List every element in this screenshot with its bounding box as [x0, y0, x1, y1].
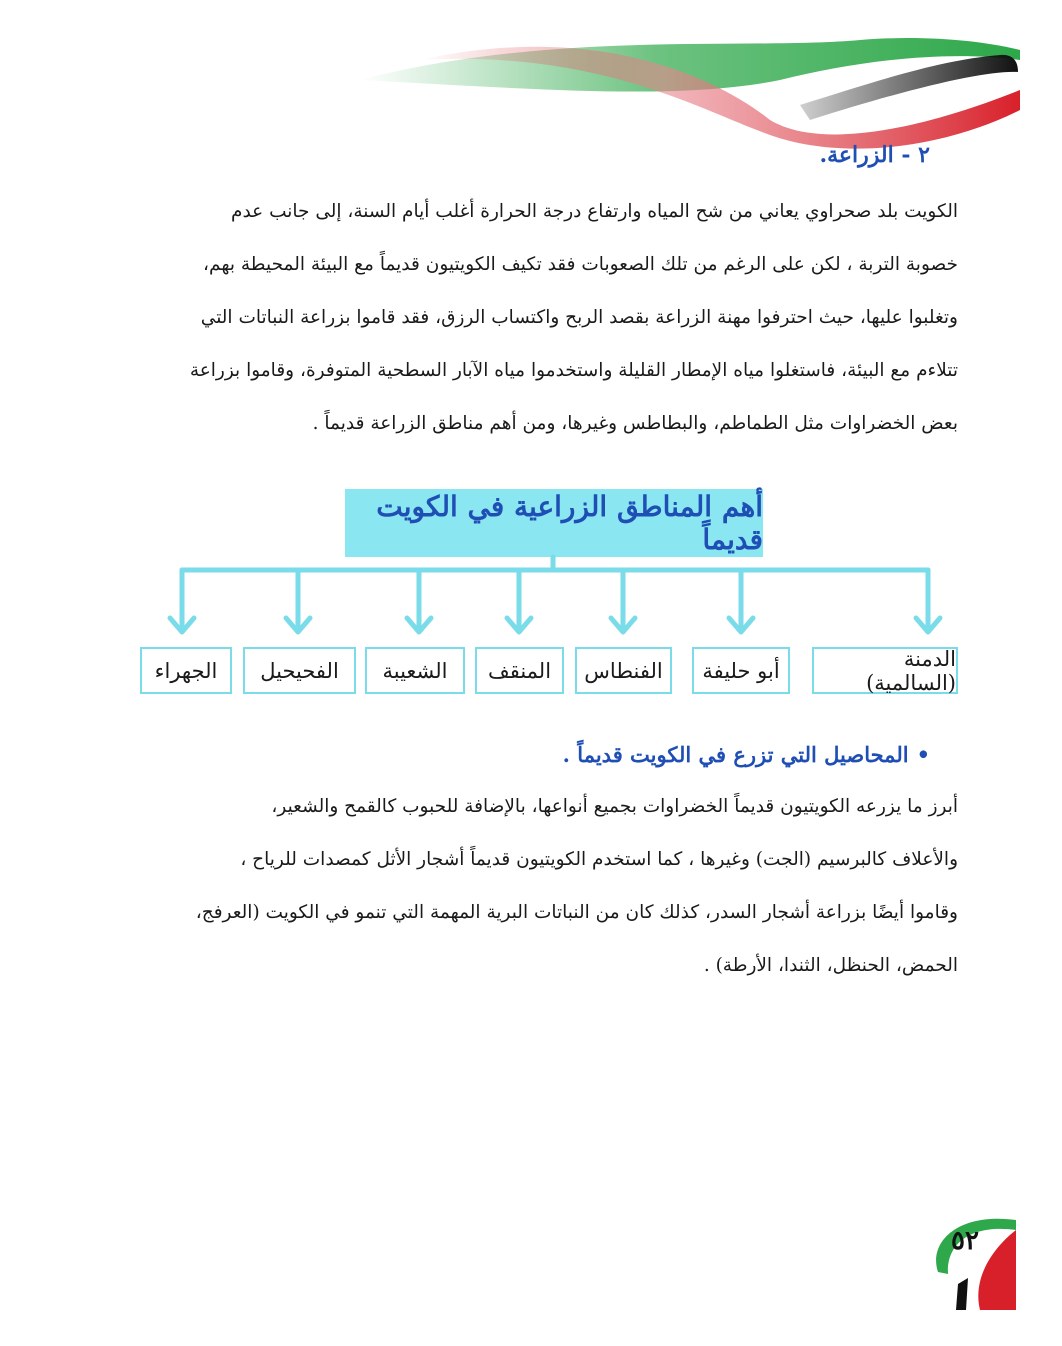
- region-box-shuaiba: الشعيبة: [365, 647, 465, 694]
- region-box-jahra: الجهراء: [140, 647, 232, 694]
- arrow-to-region: [507, 570, 531, 632]
- arrow-to-region: [611, 570, 635, 632]
- arrow-to-region: [407, 570, 431, 632]
- arrow-to-region: [916, 570, 940, 632]
- paragraph-line: والأعلاف كالبرسيم (الجت) وغيرها ، كما استخدم الكويتيون قديماً أشجار الأثل كمصدات للرياح ،: [240, 849, 958, 870]
- arrow-to-region: [729, 570, 753, 632]
- paragraph-line: وتغلبوا عليها، حيث احترفوا مهنة الزراعة بقصد الربح واكتساب الرزق، فقد قاموا بزراعة النباتات التي: [200, 307, 958, 328]
- paragraph-line: الحمض، الحنظل، الثندا، الأرطة) .: [703, 955, 958, 976]
- crops-heading-text: المحاصيل التي تزرع في الكويت قديماً .: [562, 742, 909, 767]
- region-box-fahaheel: الفحيحيل: [243, 647, 356, 694]
- region-box-mangaf: المنقف: [475, 647, 564, 694]
- page-number: ٥٢: [951, 1226, 979, 1256]
- bullet-icon: •: [916, 742, 930, 767]
- arrow-to-region: [286, 570, 310, 632]
- crops-heading: [563, 742, 930, 767]
- paragraph-line: الكويت بلد صحراوي يعاني من شح المياه وارتفاع درجة الحرارة أغلب أيام السنة، إلى جانب عدم: [230, 201, 958, 222]
- diagram-title: أهم المناطق الزراعية في الكويت قديماً: [345, 489, 763, 557]
- crops-paragraph: [150, 780, 958, 992]
- region-box-dasma: الدمنة (السالمية): [812, 647, 958, 694]
- arrow-to-region: [170, 570, 194, 632]
- paragraph-line: أبرز ما يزرعه الكويتيون قديماً الخضراوات بجميع أنواعها، بالإضافة للحبوب كالقمح والشعير،: [271, 796, 958, 817]
- paragraph-line: وقاموا أيضًا بزراعة أشجار السدر، كذلك كان من النباتات البرية المهمة التي تنمو في الكويت (العرفج،: [195, 902, 958, 923]
- intro-paragraph: [150, 185, 958, 450]
- paragraph-line: تتلاءم مع البيئة، فاستغلوا مياه الإمطار القليلة واستخدموا مياه الآبار السطحية المتوفرة، وقاموا بزراعة: [189, 360, 958, 381]
- section-heading: ٢ - الزراعة.: [819, 142, 930, 168]
- region-box-fintas: الفنطاس: [575, 647, 672, 694]
- region-box-abu-halifa: أبو حليفة: [692, 647, 790, 694]
- paragraph-line: بعض الخضراوات مثل الطماطم، والبطاطس وغيرها، ومن أهم مناطق الزراعة قديماً .: [312, 413, 958, 434]
- flag-ribbon-decoration: [300, 20, 1062, 170]
- paragraph-line: خصوبة التربة ، لكن على الرغم من تلك الصعوبات فقد تكيف الكويتيون قديماً مع البيئة المحيطة بهم،: [203, 254, 958, 275]
